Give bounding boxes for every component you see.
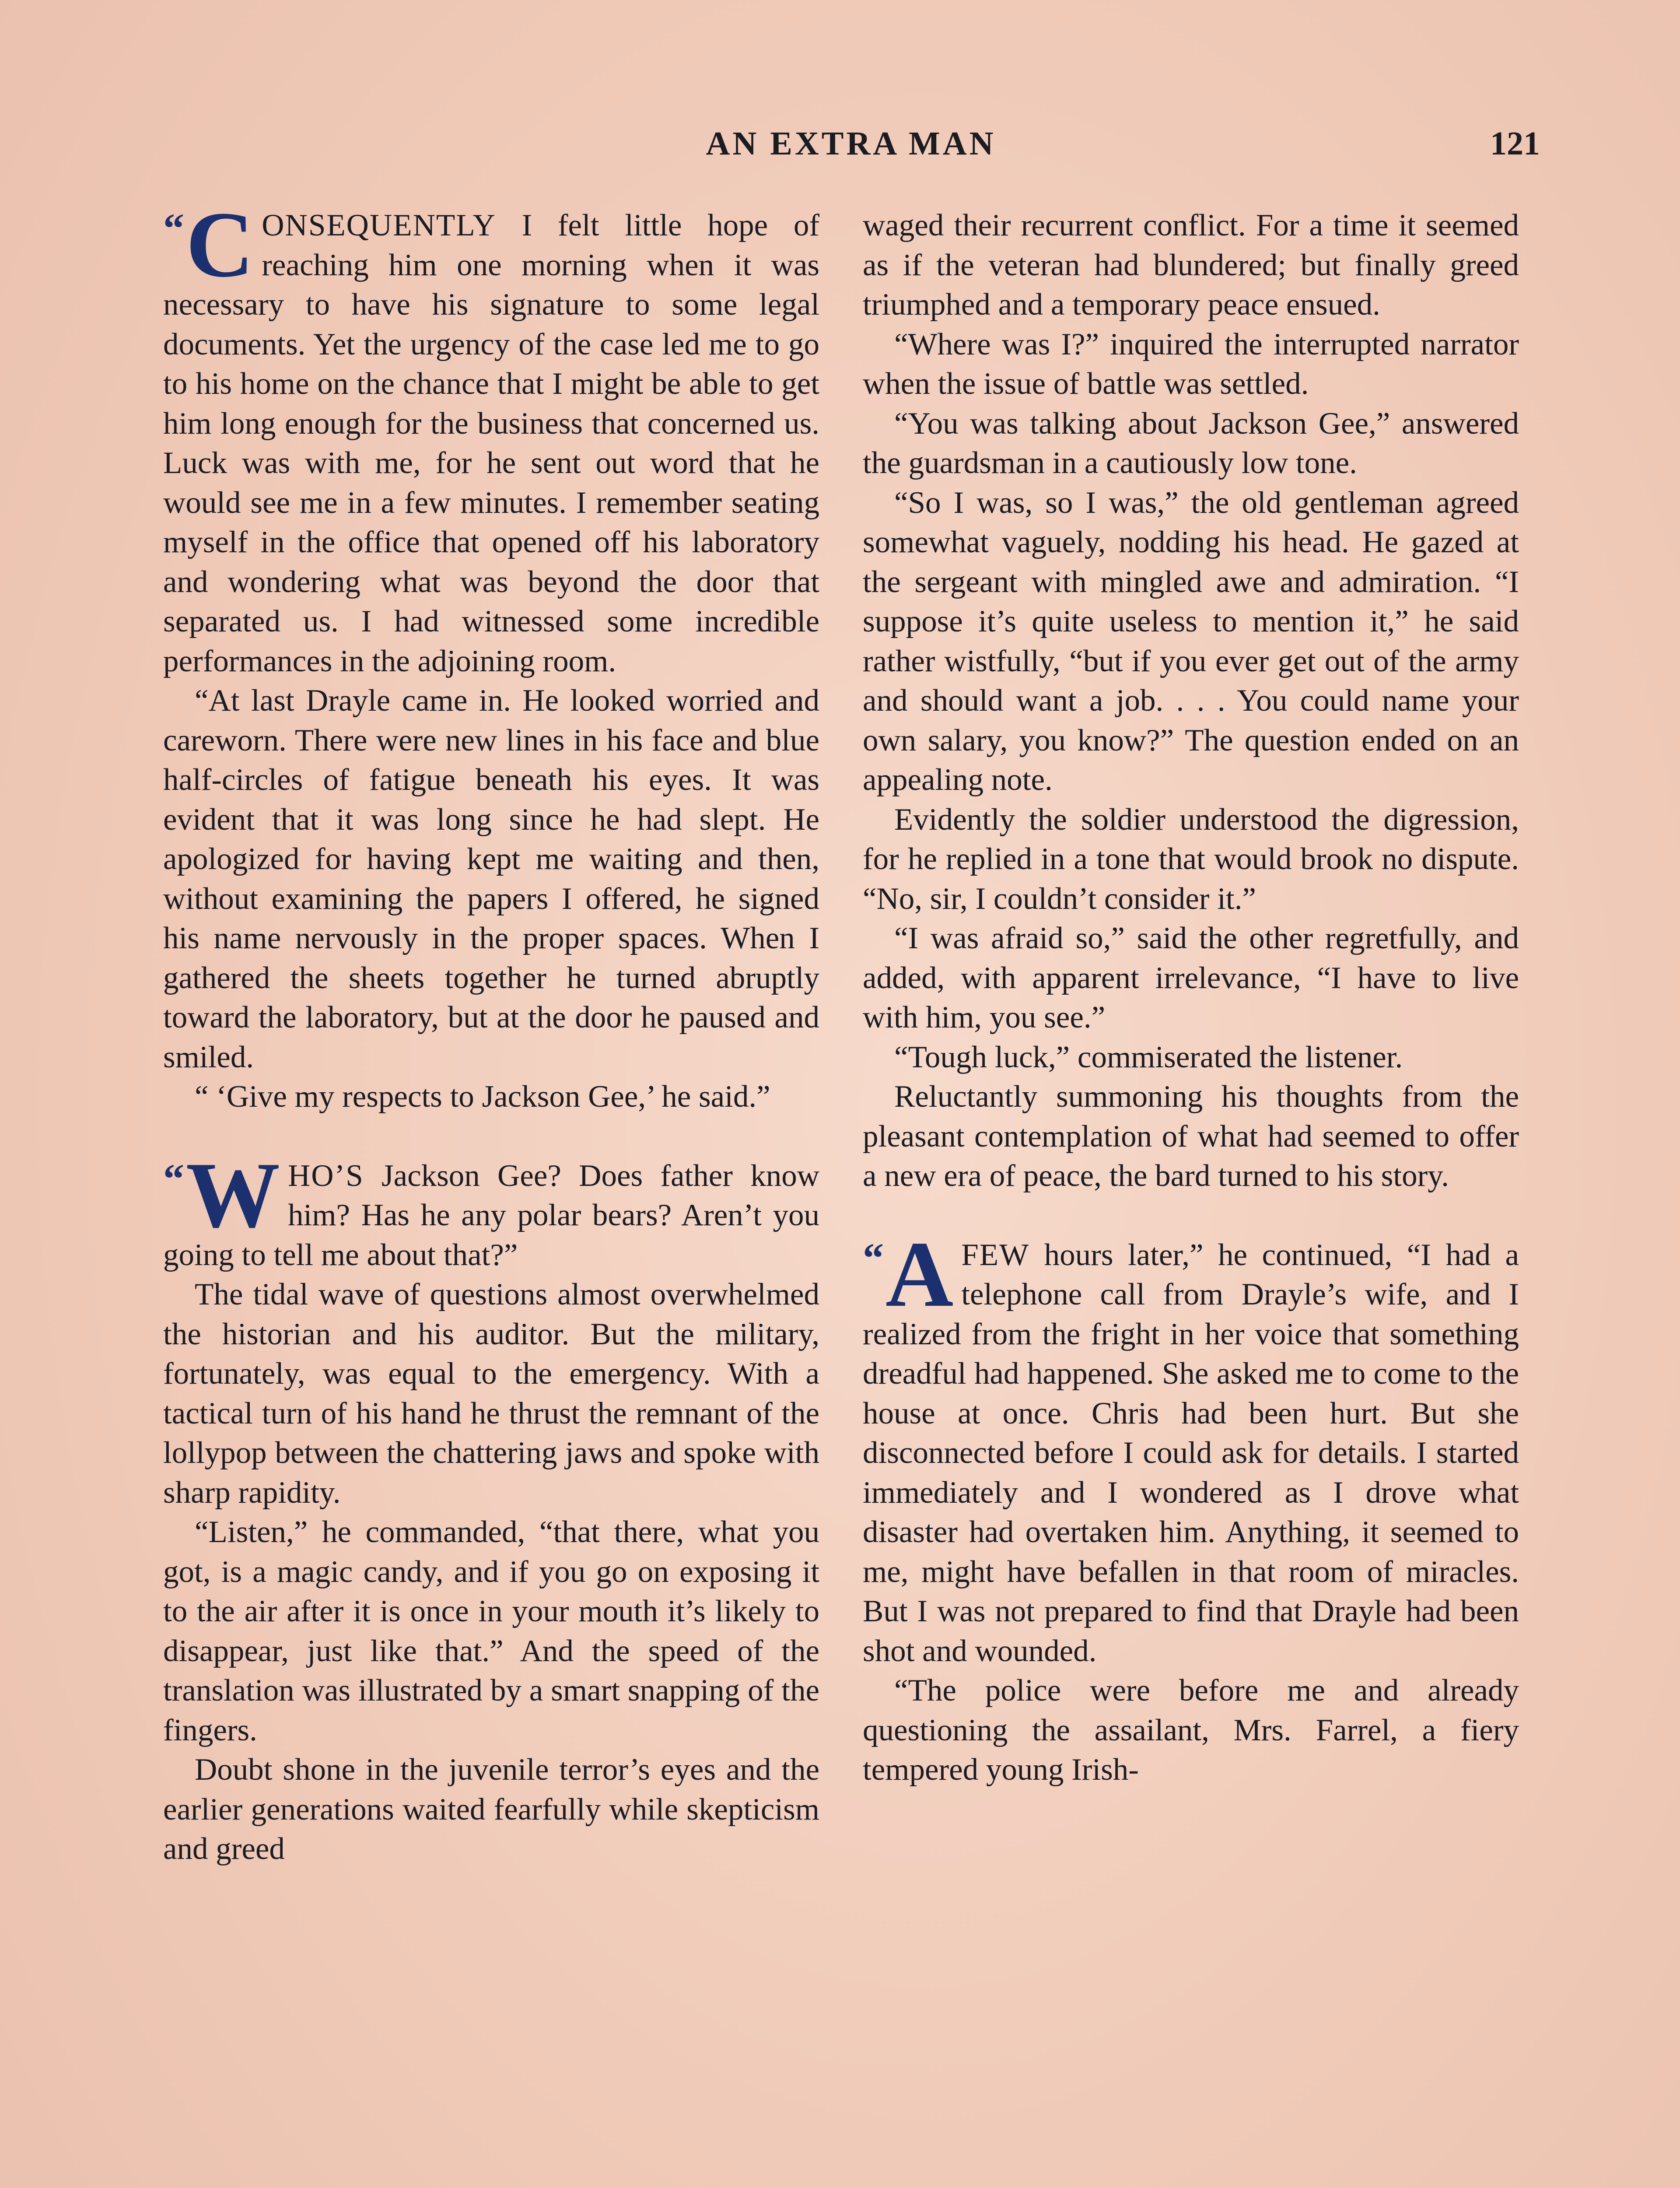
lead-in-word: FEW [961, 1238, 1030, 1272]
section-opening-paragraph [863, 1221, 1519, 1671]
opening-paragraph [163, 192, 819, 681]
running-head [162, 125, 1540, 168]
drop-cap-c: “C [163, 192, 254, 297]
paragraph: The tidal wave of questions almost overwhelmed the historian and his auditor. But the military, fortunately, was equal to the emergency. With a tactical turn of his hand he thrust the remnant of the lollypop between the chattering jaws and spoke with sharp rapidity. [163, 1277, 819, 1510]
paragraph: “Where was I?” inquired the interrupted narrator when the issue of battle was settled. [863, 327, 1519, 401]
paragraph: “I was afraid so,” said the other regretfully, and added, with apparent irrelevance, “I have to live with him, you see.” [863, 921, 1519, 1034]
paragraph: “So I was, so I was,” the old gentleman agreed somewhat vaguely, nodding his head. He gazed at the sergeant with mingled awe and admiration. “I suppose it’s quite useless to mention it,” he said rather wistfully, “but if you ever get out of the army and should want a job. . . . You could name your own salary, you know?” The question ended on an appealing note. [863, 485, 1519, 797]
running-title: AN EXTRA MAN [706, 125, 996, 162]
left-column [163, 192, 819, 1869]
paragraph-text: Jackson Gee? Does father know him? Has he any polar bears? Aren’t you going to tell me about that?” [163, 1158, 819, 1272]
paragraph: “ ‘Give my respects to Jackson Gee,’ he said.” [195, 1080, 770, 1114]
drop-cap-a: “A [863, 1221, 954, 1326]
paragraph: Doubt shone in the juvenile terror’s eyes and the earlier generations waited fearfully while skepticism and greed [163, 1753, 819, 1866]
paragraph: Reluctantly summoning his thoughts from the pleasant contemplation of what had seemed to offer a new era of peace, the bard turned to his story. [863, 1080, 1519, 1193]
section-opening-paragraph [163, 1142, 819, 1275]
paragraph-text: I felt little hope of reaching him one morning when it was necessary to have his signature to some legal documents. Yet the urgency of the case led me to go to his home on the chance that I might be able to get him long enough for the business that concerned us. Luck was with me, for he sent out word that he would see me in a few minutes. I remember seating myself in the office that opened off his laboratory and wondering what was beyond the door that separated us. I had witnessed some incredible performances in the adjoining room. [163, 208, 819, 678]
right-column [863, 206, 1519, 1790]
lead-in-word: HO’S [288, 1158, 364, 1193]
drop-cap-w: “W [163, 1142, 280, 1247]
paragraph: “You was talking about Jackson Gee,” answered the guardsman in a cautiously low tone. [863, 406, 1519, 480]
page-number: 121 [1490, 125, 1540, 162]
section-break [863, 1196, 1519, 1235]
paragraph: “The police were before me and already questioning the assailant, Mrs. Farrel, a fiery tempered young Irish- [863, 1673, 1519, 1787]
paragraph-text: hours later,” he continued, “I had a telephone call from Drayle’s wife, and I realized from the fright in her voice that something dreadful had happened. She asked me to come to the house at once. Chris had been hurt. But she disconnected before I could ask for details. I started immediately and I wondered as I drove what disaster had overtaken him. Anything, it seemed to me, might have befallen in that room of miracles. But I was not prepared to find that Drayle had been shot and wounded. [863, 1238, 1519, 1668]
paragraph: Evidently the soldier understood the digression, for he replied in a tone that would brook no dispute. “No, sir, I couldn’t consider it.” [863, 802, 1519, 916]
paragraph: waged their recurrent conflict. For a time it seemed as if the veteran had blundered; but finally greed triumphed and a temporary peace ensued. [863, 208, 1519, 322]
paragraph: “At last Drayle came in. He looked worried and careworn. There were new lines in his face and blue half-circles of fatigue beneath his eyes. It was evident that it was long since he had slept. He apologized for having kept me waiting and then, without examining the papers I offered, he signed his name nervously in the proper spaces. When I gathered the sheets together he turned abruptly toward the laboratory, but at the door he paused and smiled. [163, 684, 819, 1074]
lead-in-word: ONSEQUENTLY [262, 208, 496, 242]
paragraph: “Listen,” he commanded, “that there, what you got, is a magic candy, and if you go on exposing it to the air after it is once in your mouth it’s likely to disappear, just like that.” And the speed of the translation was illustrated by a smart snapping of the fingers. [163, 1515, 819, 1747]
paragraph: “Tough luck,” commiserated the listener. [894, 1040, 1403, 1074]
